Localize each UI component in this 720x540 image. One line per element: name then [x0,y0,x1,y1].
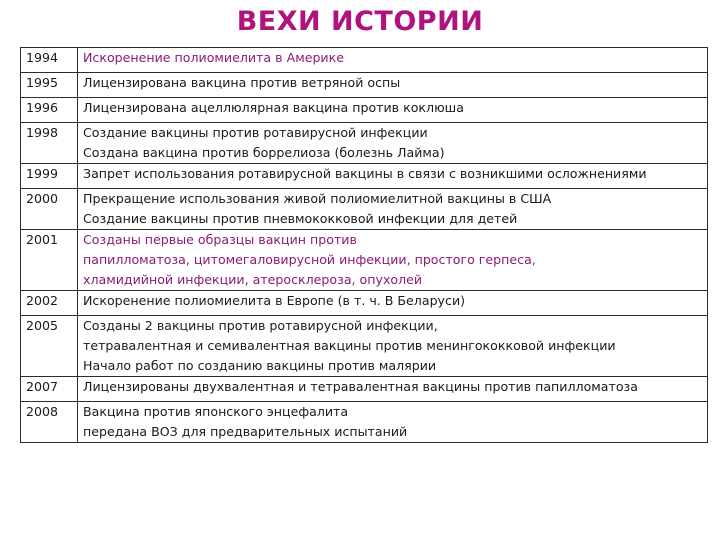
event-line: Создана вакцина против боррелиоза (болезнь Лайма) [83,145,445,160]
table-row [21,73,708,98]
page-title: ВЕХИ ИСТОРИИ [236,6,484,37]
event-line: Искоренение полиомиелита в Европе (в т. ч. В Беларуси) [83,293,466,308]
year-cell: 1995 [21,73,78,98]
event-line: Создание вакцины против ротавирусной инфекции [83,125,428,140]
event-line: папилломатоза, цитомегаловирусной инфекции, простого герпеса, [83,252,536,267]
table-row [21,48,708,73]
event-cell [78,73,708,98]
year-cell: 2008 [21,402,78,443]
event-cell [78,123,708,164]
table-row [21,164,708,189]
milestones-table [20,47,708,443]
event-line: Лицензированы двухвалентная и тетравалентная вакцины против папилломатоза [83,379,638,394]
event-line: хламидийной инфекции, атеросклероза, опухолей [83,272,423,287]
table-row [21,402,708,443]
year-cell: 1999 [21,164,78,189]
table-row [21,189,708,230]
event-line: Запрет использования ротавирусной вакцины в связи с возникшими осложнениями [83,166,647,181]
event-line: тетравалентная и семивалентная вакцины против менингококковой инфекции [83,338,616,353]
event-line: Начало работ по созданию вакцины против малярии [83,358,437,373]
event-cell [78,189,708,230]
year-cell: 2007 [21,377,78,402]
event-cell [78,230,708,291]
event-cell [78,291,708,316]
year-cell: 1994 [21,48,78,73]
event-cell [78,164,708,189]
table-row [21,316,708,377]
event-line: Созданы 2 вакцины против ротавирусной инфекции, [83,318,438,333]
event-line: Лицензирована вакцина против ветряной оспы [83,75,401,90]
year-cell: 2001 [21,230,78,291]
event-line: Прекращение использования живой полиомиелитной вакцины в США [83,191,552,206]
event-cell [78,402,708,443]
table-row [21,98,708,123]
table-row [21,377,708,402]
event-line: передана ВОЗ для предварительных испытаний [83,424,408,439]
event-line: Искоренение полиомиелита в Америке [83,50,344,65]
year-cell: 2000 [21,189,78,230]
year-cell: 1996 [21,98,78,123]
year-cell: 1998 [21,123,78,164]
table-row [21,291,708,316]
event-cell [78,316,708,377]
event-cell [78,98,708,123]
year-cell: 2005 [21,316,78,377]
event-cell [78,48,708,73]
table-row [21,230,708,291]
event-line: Создание вакцины против пневмококковой инфекции для детей [83,211,518,226]
event-line: Созданы первые образцы вакцин против [83,232,357,247]
event-line: Вакцина против японского энцефалита [83,404,349,419]
table-row [21,123,708,164]
event-line: Лицензирована ацеллюлярная вакцина против коклюша [83,100,464,115]
event-cell [78,377,708,402]
year-cell: 2002 [21,291,78,316]
